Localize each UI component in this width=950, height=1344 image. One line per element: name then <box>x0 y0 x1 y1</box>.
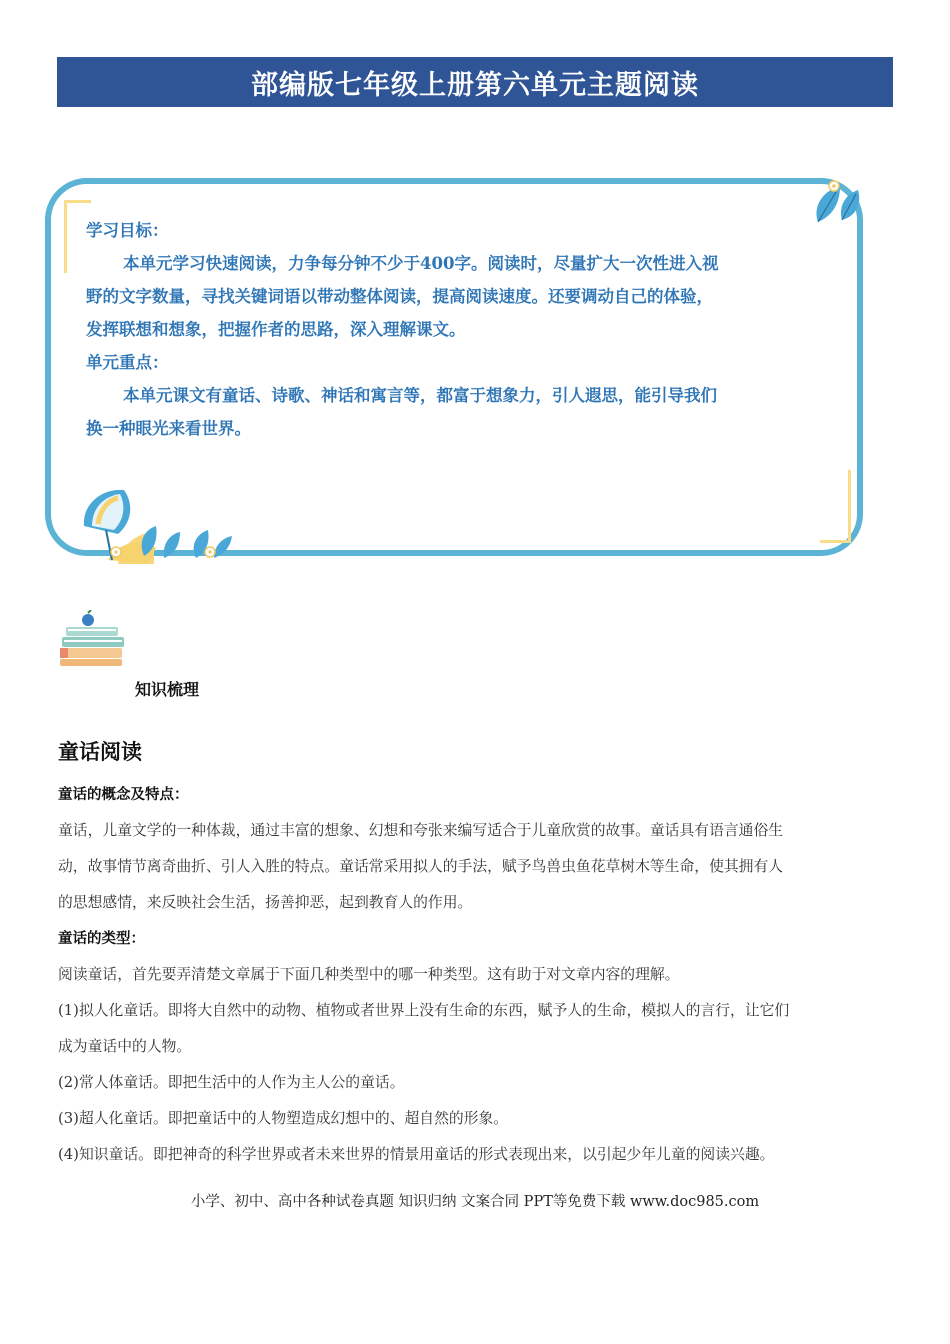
list-item: (1)拟人化童话。即将大自然中的动物、植物或者世界上没有生命的东西，赋予人的生命，模拟人的言行，让它们 <box>58 1002 790 1019</box>
focus-line: 本单元课文有童话、诗歌、神话和寓言等，都富于想象力，引人遐思，能引导我们 <box>123 386 717 405</box>
subheading: 童话的概念及特点： <box>58 787 189 803</box>
paragraph-line: 童话，儿童文学的一种体裁，通过丰富的想象、幻想和夸张来编写适合于儿童欣赏的故事。童话具有语言通俗生 <box>58 822 784 839</box>
goals-line: 野的文字数量，寻找关键词语以带动整体阅读，提高阅读速度。还要调动自己的体验， <box>86 287 713 306</box>
goals-line: 本单元学习快速阅读，力争每分钟不少于400字。阅读时，尽量扩大一次性进入视 <box>123 254 719 273</box>
books-icon <box>58 610 130 668</box>
list-item: 成为童话中的人物。 <box>58 1038 192 1055</box>
focus-line: 换一种眼光来看世界。 <box>86 419 251 438</box>
header-banner <box>57 57 893 107</box>
list-item: (4)知识童话。即把神奇的科学世界或者未来世界的情景用童话的形式表现出来，以引起少年儿童的阅读兴趣。 <box>58 1146 775 1163</box>
list-item: (3)超人化童话。即把童话中的人物塑造成幻想中的、超自然的形象。 <box>58 1110 509 1127</box>
goals-line: 发挥联想和想象，把握作者的思路，深入理解课文。 <box>86 320 466 339</box>
corner-bracket-bottom-right <box>820 470 851 543</box>
footer-text: 小学、初中、高中各种试卷真题 知识归纳 文案合同 PPT等免费下载 www.doc985.com <box>190 1194 760 1210</box>
list-item: (2)常人体童话。即把生活中的人作为主人公的童话。 <box>58 1074 405 1091</box>
goals-label: 学习目标： <box>86 221 169 240</box>
article-body <box>58 777 894 1173</box>
section-label: 知识梳理 <box>135 680 200 699</box>
paragraph-line: 阅读童话，首先要弄清楚文章属于下面几种类型中的哪一种类型。这有助于对文章内容的理解。 <box>58 966 680 983</box>
paragraph-line: 的思想感情，来反映社会生活，扬善抑恶，起到教育人的作用。 <box>58 894 473 911</box>
article-heading: 童话阅读 <box>58 740 142 764</box>
paragraph-line: 动，故事情节离奇曲折、引人入胜的特点。童话常采用拟人的手法，赋予鸟兽虫鱼花草树木等生命，使其拥有人 <box>58 858 784 875</box>
subheading: 童话的类型： <box>58 931 145 947</box>
umbrella-icon <box>78 486 238 564</box>
page-title: 部编版七年级上册第六单元主题阅读 <box>251 69 699 101</box>
goals-text <box>86 214 826 445</box>
focus-label: 单元重点： <box>86 353 169 372</box>
